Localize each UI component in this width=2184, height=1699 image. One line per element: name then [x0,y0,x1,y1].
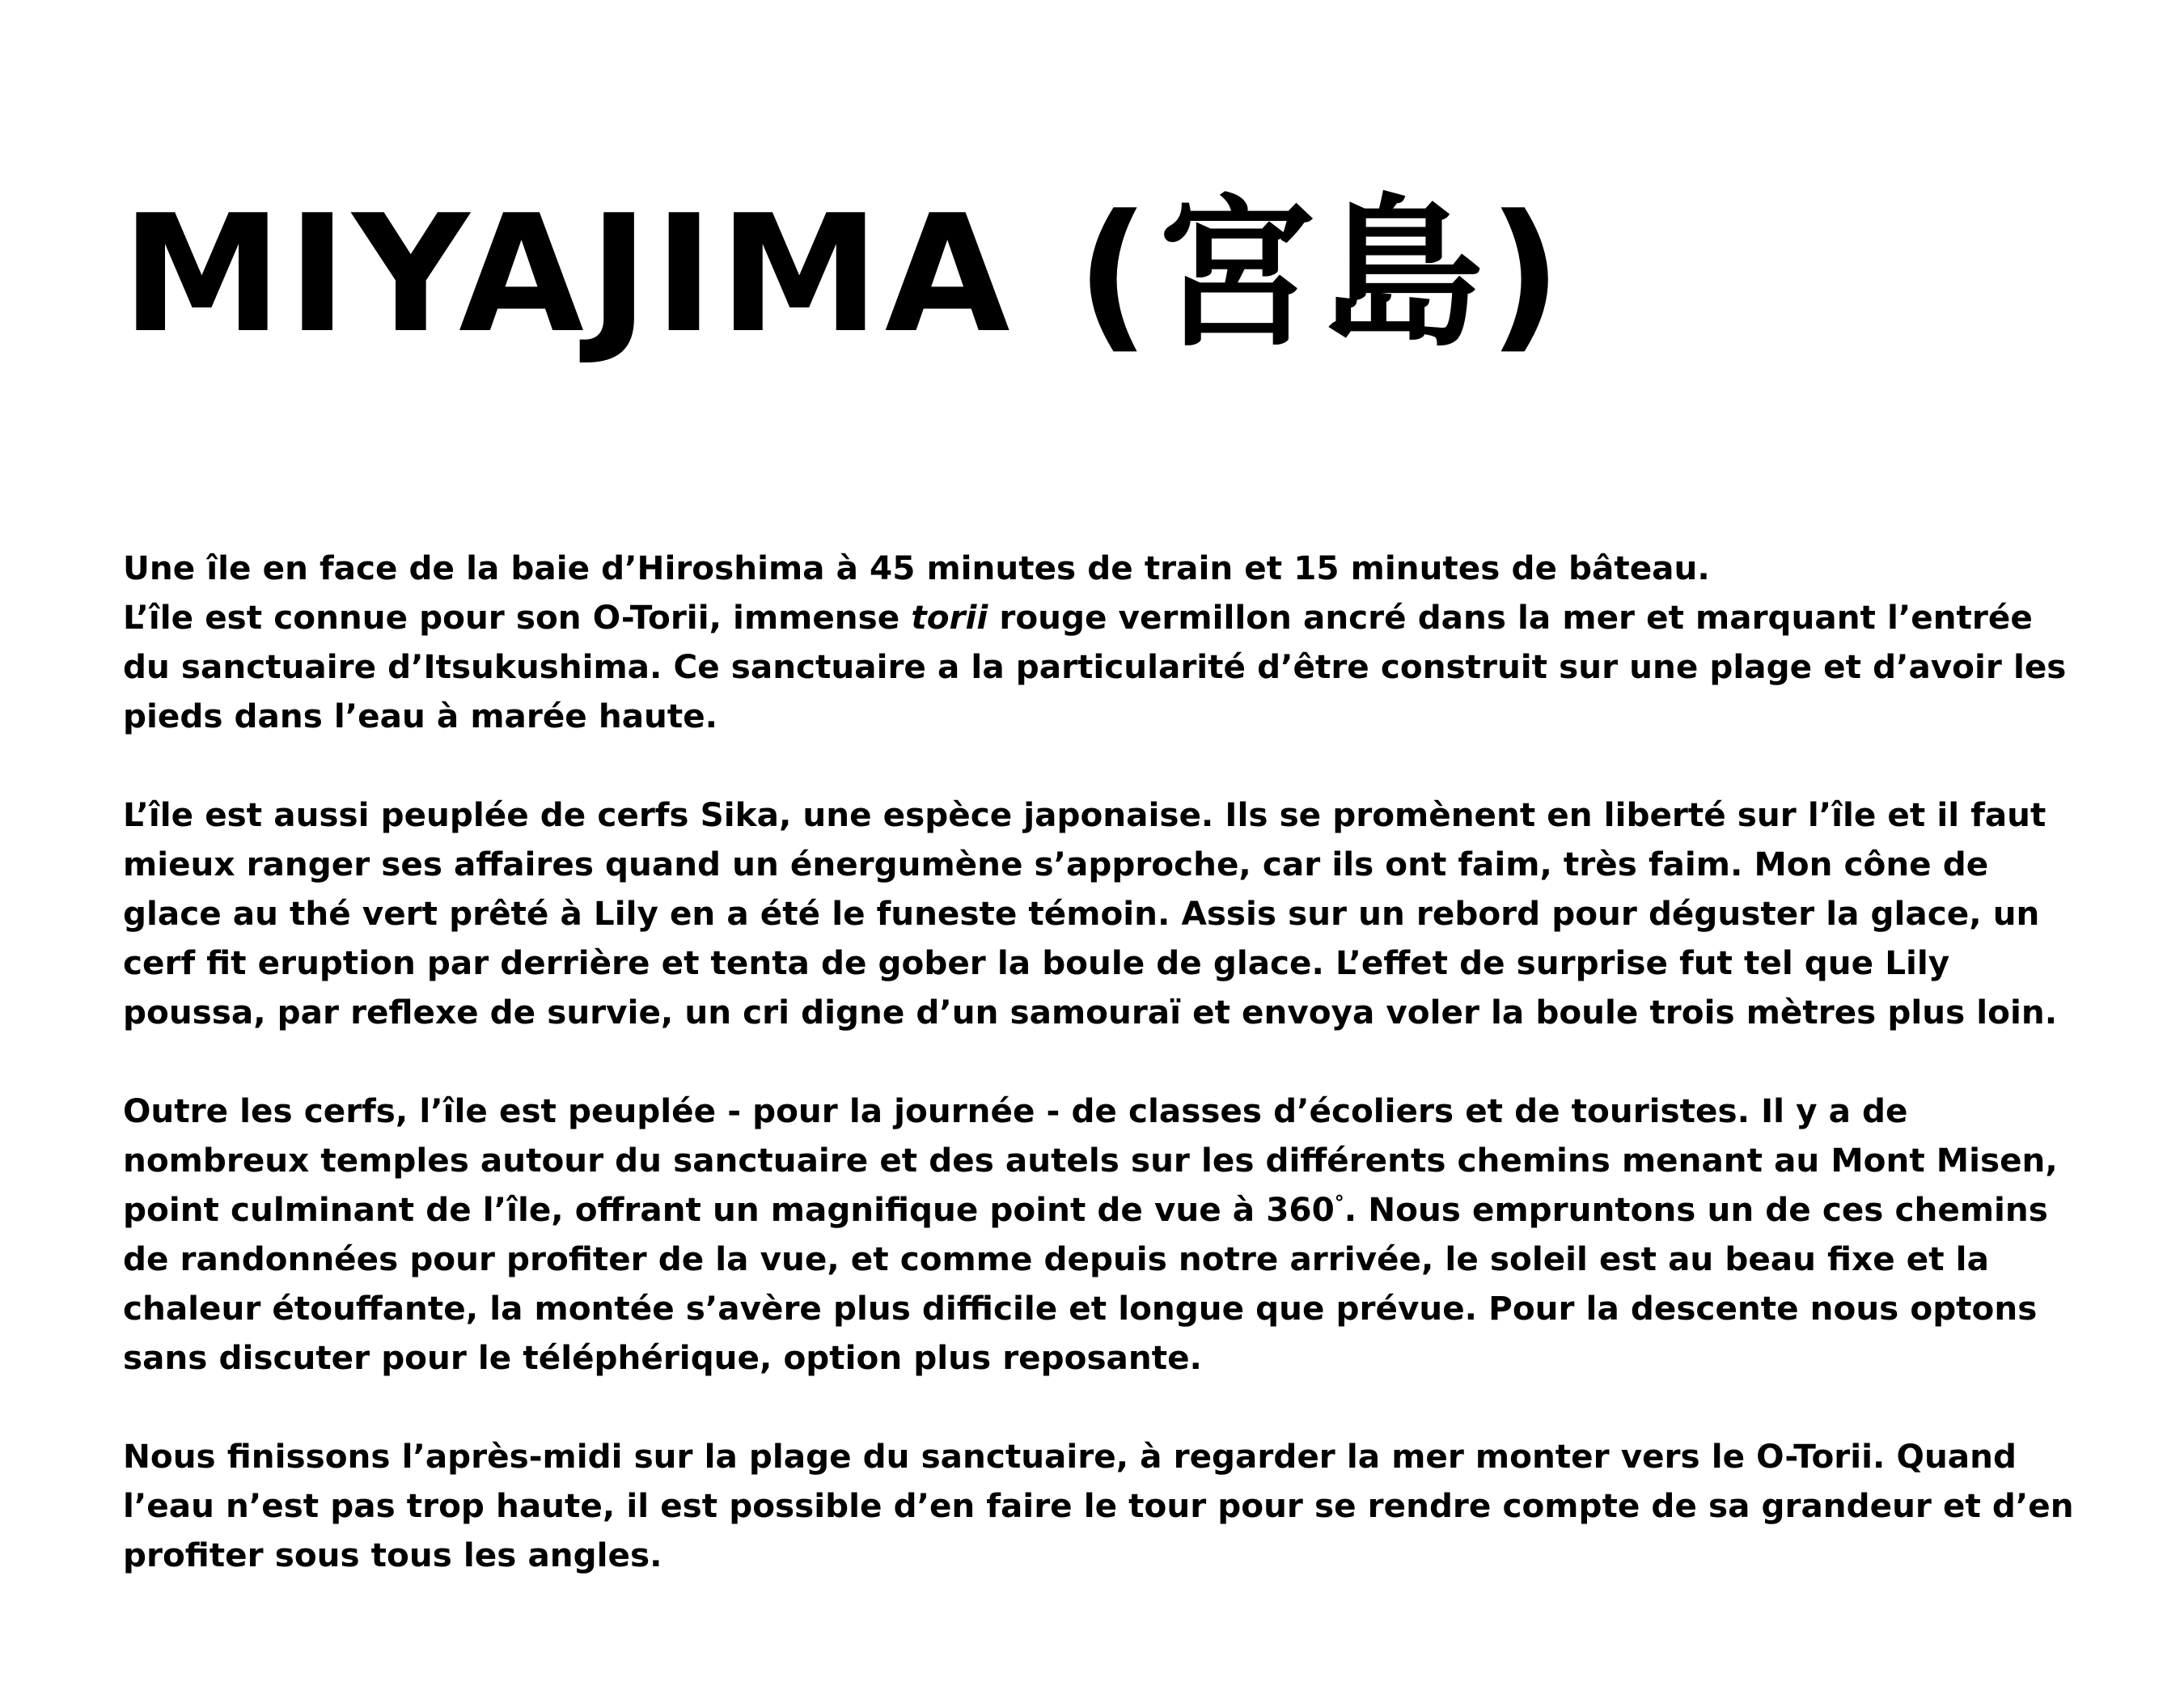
page-title: MIYAJIMA (宮島) [121,180,1567,369]
temples-text-start: Outre les cerfs, l’île est peuplée - pour la journée - de classes d’écoliers et de touristes. Il y a de nombreux temples autour du sanctuaire et des autels sur les différents chemins menant au Mont Misen, point culminant de l’île, offrant un magnifique point de vue à 360 [123,1091,2058,1229]
intro-line-2-end: rouge vermillon ancré dans la mer et marquant l’entrée du sanctuaire d’Itsukushima. Ce sanctuaire a la particularité d’être construit sur une plage et d’avoir les pieds dans l’eau à marée haute. [123,598,2067,735]
intro-line-2-start: L’île est connue pour son O-Torii, immense [123,598,912,637]
paragraph-temples [123,1087,2080,1383]
temples-text-end: . Nous empruntons un de ces chemins de randonnées pour profiter de la vue, et comme depuis notre arrivée, le soleil est au beau fixe et la chaleur étouffante, la montée s’avère plus difficile et longue que prévue. Pour la descente nous optons sans discuter pour le téléphérique, option plus reposante. [123,1190,2048,1377]
intro-line-1: Une île en face de la baie d’Hiroshima à 45 minutes de train et 15 minutes de bâteau. [123,549,1710,587]
paragraph-intro [123,544,2080,741]
paragraph-deer: L’île est aussi peuplée de cerfs Sika, une espèce japonaise. Ils se promènent en liberté sur l’île et il faut mieux ranger ses affaires quand un énergumène s’approche, car ils ont faim, très faim. Mon cône de glace au thé vert prêté à Lily en a été le funeste témoin. Assis sur un rebord pour déguster la glace, un cerf fit eruption par derrière et tenta de gober la boule de glace. L’effet de surprise fut tel que Lily poussa, par reflexe de survie, un cri digne d’un samouraï et envoya voler la boule trois mètres plus loin. [123,795,2058,1032]
article-body [123,544,2080,1580]
paragraph-beach: Nous finissons l’après-midi sur la plage du sanctuaire, à regarder la mer monter vers le O-Torii. Quand l’eau n’est pas trop haute, il est possible d’en faire le tour pour se rendre compte de sa grandeur et d’en profiter sous tous les angles. [123,1437,2074,1574]
degree-symbol: ° [1334,1191,1344,1214]
torii-emphasis: torii [911,598,988,637]
